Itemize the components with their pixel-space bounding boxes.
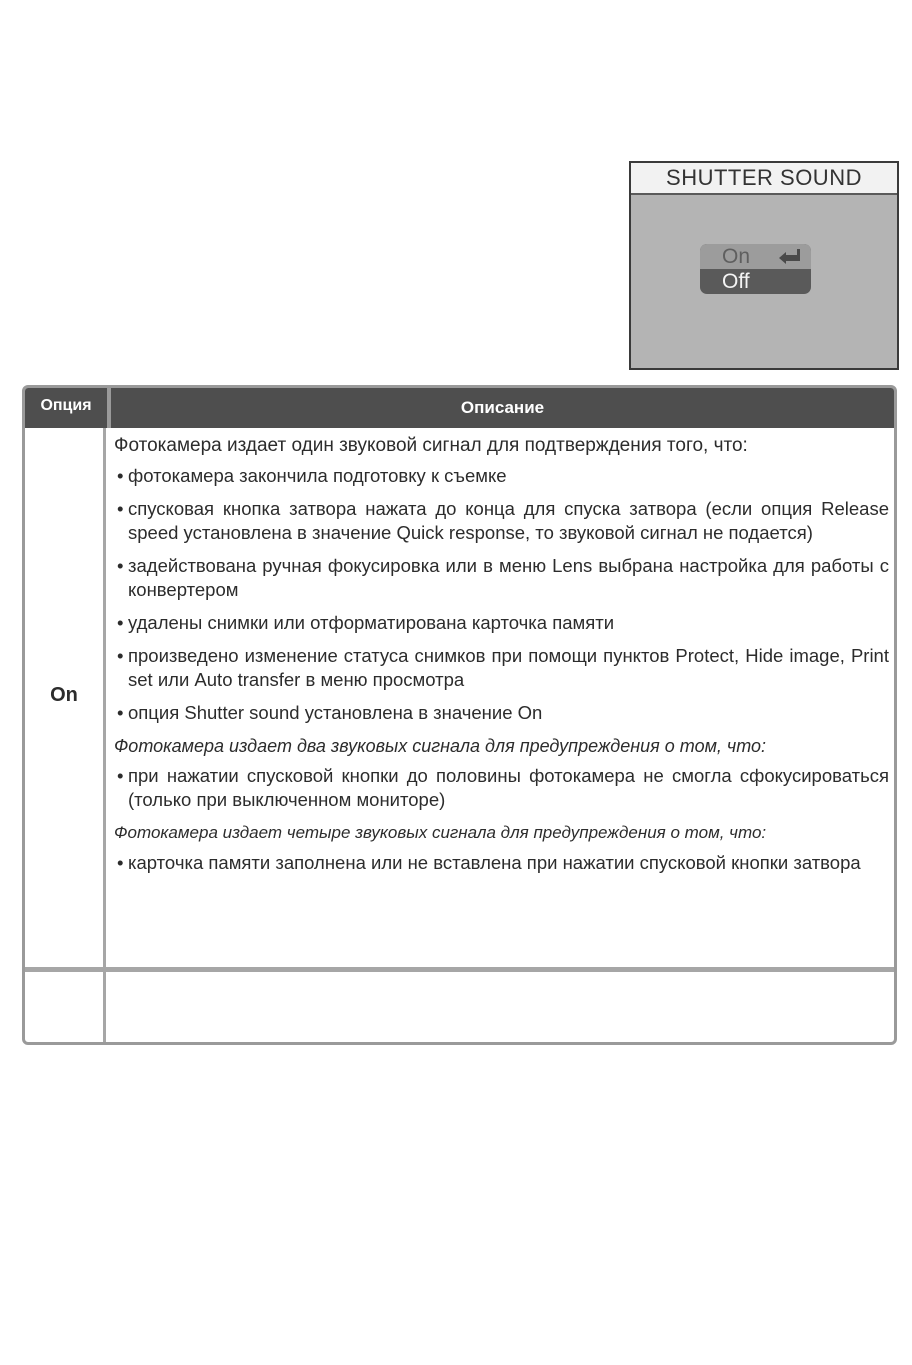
menu-option-off[interactable] [700,269,811,294]
option-on-cell: On [50,684,78,706]
options-table [22,385,897,1045]
menu-options [700,244,811,294]
lead-one-beep: Фотокамера издает один звуковой сигнал для подтверждения того, что: [114,435,748,456]
row-separator [25,967,894,972]
column-separator [103,428,106,1045]
shutter-sound-menu-screen [629,161,899,370]
menu-option-on-label: On [722,245,751,268]
lead-two-beeps: Фотокамера издает два звуковых сигнала для предупреждения о том, что: [114,736,767,756]
menu-title: SHUTTER SOUND [631,163,897,195]
list-item: • фотокамера закончила подготовку к съемке [117,465,507,486]
menu-option-off-label: Off [722,270,750,293]
table-header [25,388,894,428]
header-option: Опция [40,397,92,414]
list-item: • удалены снимки или отформатирована карточка памяти [117,612,615,633]
list-item: • произведено изменение статуса снимков при помощи пунктов Protect, Hide image, Print set или Auto transfer в меню просмотра [117,645,889,690]
menu-option-on[interactable] [700,244,811,269]
enter-arrow-icon [777,248,803,265]
description-cell [114,434,889,884]
list-item: • задействована ручная фокусировка или в меню Lens выбрана настройка для работы с конвертером [117,555,889,600]
list-item: • при нажатии спусковой кнопки до половины фотокамера не смогла сфокусироваться (только при выключенном мониторе) [117,765,889,810]
list-item: • карточка памяти заполнена или не вставлена при нажатии спусковой кнопки затвора [117,852,861,873]
header-description: Описание [460,398,545,417]
list-item: • опция Shutter sound установлена в значение On [117,702,543,723]
lead-four-beeps: Фотокамера издает четыре звуковых сигнала для предупреждения о том, что: [114,823,767,842]
list-item: • спусковая кнопка затвора нажата до конца для спуска затвора (если опция Release speed установлена в значение Quick response, то звуковой сигнал не подается) [117,498,889,543]
